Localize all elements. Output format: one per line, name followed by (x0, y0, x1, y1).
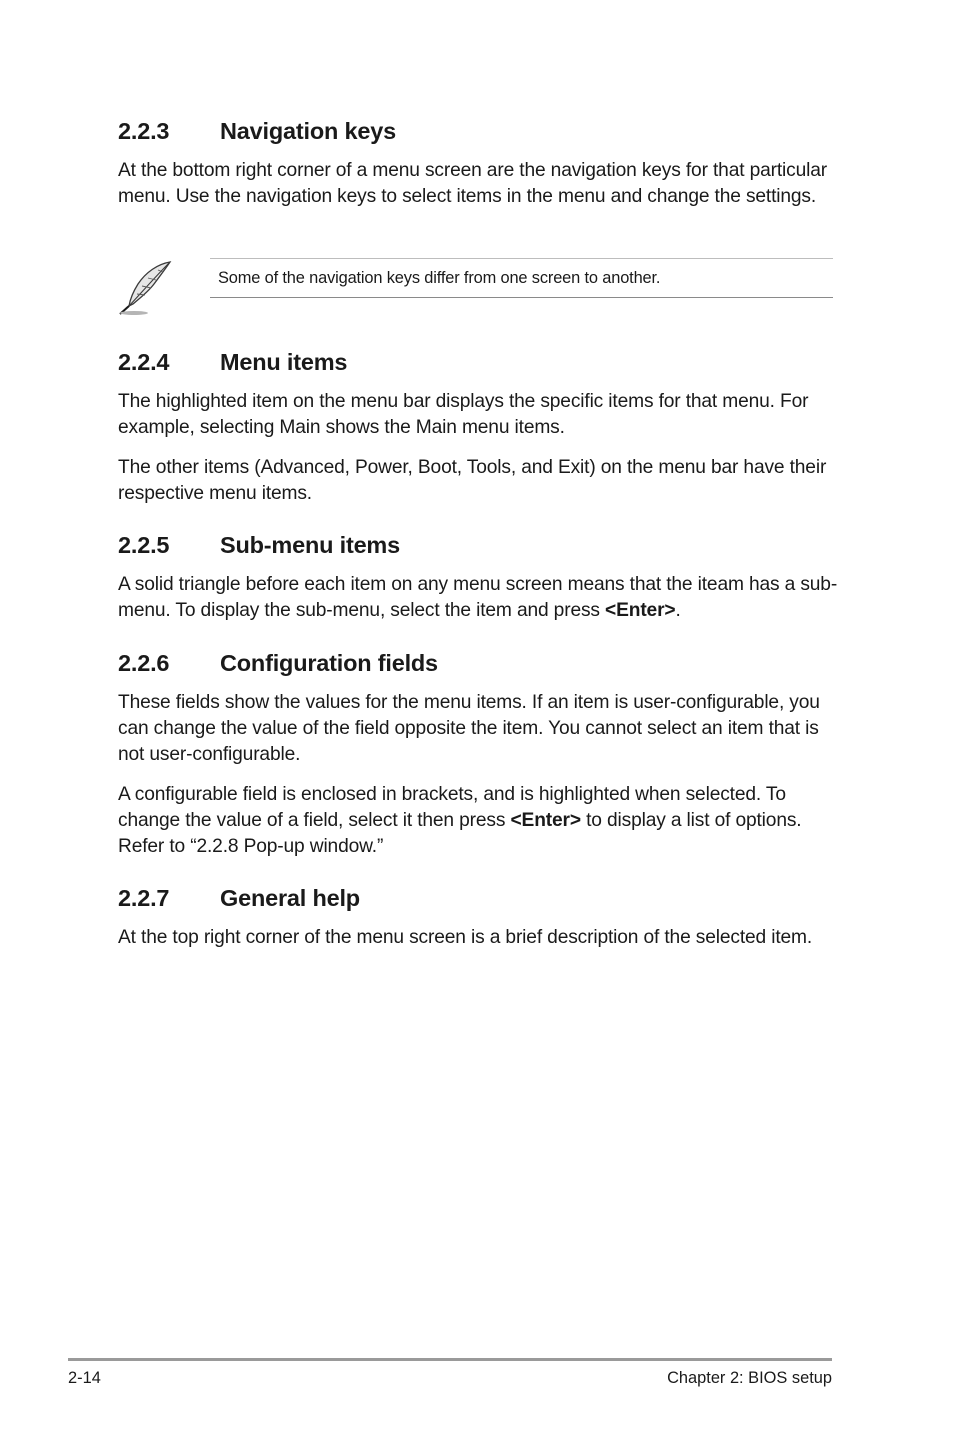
paragraph: These fields show the values for the menu items. If an item is user-configurable, you can change the value of the field opposite the item. You cannot select an item that is not user-configurable. (118, 692, 820, 765)
section-navigation-keys (118, 117, 838, 210)
section-sub-menu-items (118, 531, 838, 624)
section-heading (118, 117, 838, 145)
section-heading (118, 649, 838, 677)
section-menu-items (118, 348, 838, 507)
note-text: Some of the navigation keys differ from one screen to another. (218, 269, 661, 287)
paragraph: A solid triangle before each item on any menu screen means that the iteam has a sub-menu. To display the sub-menu, select the item and press <Enter>. (118, 574, 838, 621)
note-callout (118, 256, 838, 318)
section-heading (118, 884, 838, 912)
paragraph: The highlighted item on the menu bar displays the specific items for that menu. For example, selecting Main shows the Main menu items. (118, 391, 809, 438)
paragraph: At the top right corner of the menu screen is a brief description of the selected item. (118, 927, 813, 948)
chapter-title: Chapter 2: BIOS setup (667, 1369, 832, 1387)
section-general-help (118, 884, 838, 951)
section-number: 2.2.7 (118, 885, 170, 911)
page-number: 2-14 (68, 1369, 101, 1387)
section-title: Configuration fields (220, 650, 438, 676)
section-heading (118, 348, 838, 376)
section-title: General help (220, 885, 360, 911)
footer-rule (68, 1358, 832, 1361)
paragraph: A configurable field is enclosed in brackets, and is highlighted when selected. To change the value of a field, select it then press <Enter> to display a list of options. Refer to “2.2.8 Pop-up window.” (118, 784, 802, 857)
feather-quill-icon (118, 260, 172, 316)
section-number: 2.2.3 (118, 118, 170, 144)
enter-key-label: <Enter> (605, 600, 676, 621)
paragraph: The other items (Advanced, Power, Boot, Tools, and Exit) on the menu bar have their respective menu items. (118, 457, 827, 504)
note-box (210, 258, 833, 298)
paragraph: At the bottom right corner of a menu screen are the navigation keys for that particular menu. Use the navigation keys to select items in the menu and change the settings. (118, 160, 827, 207)
section-title: Menu items (220, 349, 348, 375)
section-number: 2.2.6 (118, 650, 170, 676)
section-number: 2.2.4 (118, 349, 170, 375)
section-number: 2.2.5 (118, 532, 170, 558)
section-configuration-fields (118, 649, 838, 860)
section-heading (118, 531, 838, 559)
section-title: Sub-menu items (220, 532, 401, 558)
section-title: Navigation keys (220, 118, 396, 144)
enter-key-label: <Enter> (510, 810, 581, 831)
